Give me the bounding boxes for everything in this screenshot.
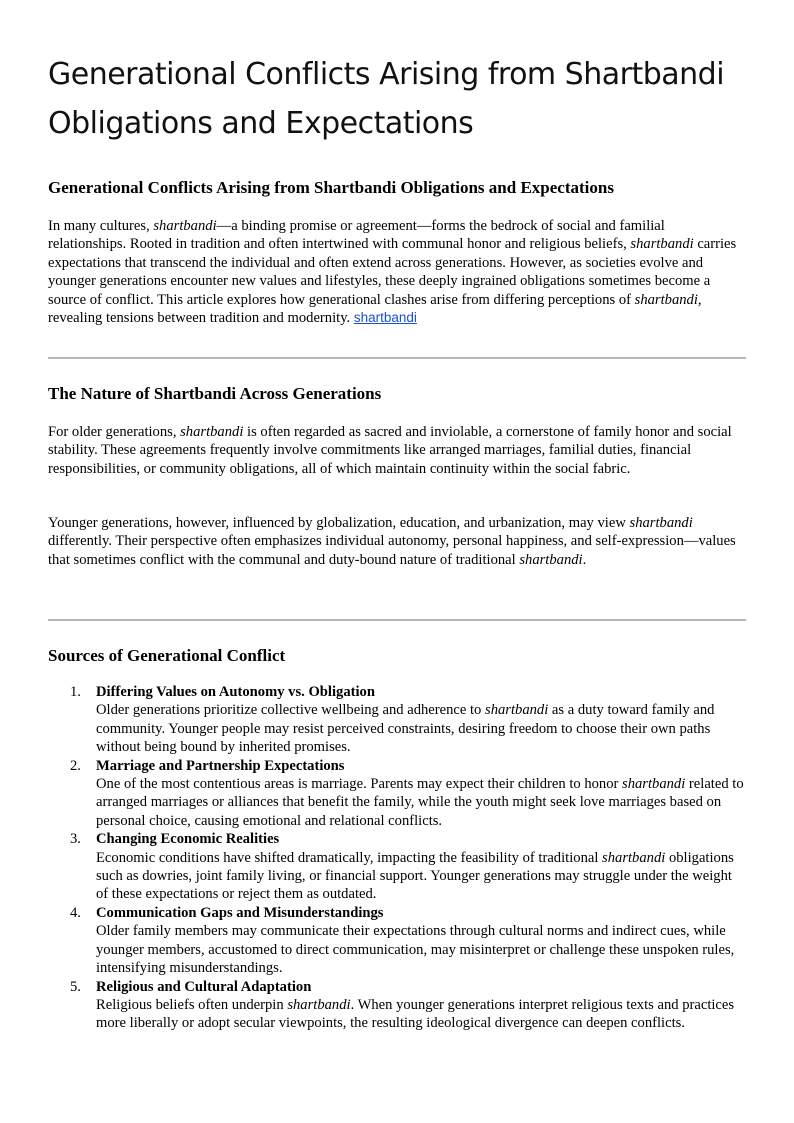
list-item bbox=[48, 683, 746, 757]
nature-p2-text-c: . bbox=[582, 551, 587, 568]
conflict-sources-list bbox=[48, 683, 746, 1033]
list-item-text-b: as a duty toward family and community. Younger people may resist perceived constraints, desiring freedom to choose their own paths without being bound by inherited promises. bbox=[96, 702, 715, 756]
shartbandi-link[interactable]: shartbandi bbox=[353, 310, 417, 326]
list-item-body bbox=[96, 922, 746, 977]
list-item-text-b: . When younger generations interpret religious texts and practices more liberally or adopt secular viewpoints, the resulting ideological divergence can deepen conflicts. bbox=[96, 996, 735, 1032]
list-item-body bbox=[96, 775, 746, 830]
list-item bbox=[48, 830, 746, 904]
section-divider bbox=[48, 619, 746, 621]
list-item-text-a: Religious beliefs often underpin bbox=[96, 996, 288, 1013]
intro-term-2: shartbandi bbox=[630, 236, 694, 253]
list-item-title: Changing Economic Realities bbox=[96, 831, 280, 848]
intro-text-b: —a binding promise or agreement—forms the bedrock of social and familial relationships. Rooted in tradition and often intertwined with communal honor and religious beliefs, bbox=[48, 218, 665, 253]
list-number: 5. bbox=[70, 978, 81, 995]
intro-heading: Generational Conflicts Arising from Shartbandi Obligations and Expectations bbox=[48, 178, 614, 197]
list-item bbox=[48, 757, 746, 831]
list-item-term: shartbandi bbox=[602, 849, 666, 866]
list-item-title: Marriage and Partnership Expectations bbox=[96, 757, 345, 774]
nature-p1-term: shartbandi bbox=[180, 424, 244, 440]
nature-p2-term-1: shartbandi bbox=[629, 515, 693, 531]
intro-text-c: carries expectations that transcend the individual and often extend across generations. However, as societies evolve and younger generations encounter new values and lifestyles, these deeply ingrained obligations sometimes become a source of conflict. This article explores how generational clashes arise from differing perceptions of bbox=[48, 236, 737, 308]
list-number: 3. bbox=[70, 831, 81, 848]
list-item-body bbox=[96, 849, 746, 904]
list-item bbox=[48, 904, 746, 978]
nature-p2-term-2: shartbandi bbox=[519, 551, 583, 568]
list-item-body bbox=[96, 701, 746, 756]
list-item-text-a: Older generations prioritize collective wellbeing and adherence to bbox=[96, 702, 486, 719]
nature-p2-text-b: differently. Their perspective often emphasizes individual autonomy, personal happiness, and self-expression—values that sometimes conflict with the communal and duty-bound nature of traditional bbox=[48, 533, 736, 568]
list-number: 4. bbox=[70, 904, 81, 921]
list-item-title: Communication Gaps and Misunderstandings bbox=[96, 904, 384, 921]
list-item-text-b: related to arranged marriages or alliances that benefit the family, while the youth might seek love marriages based on personal choice, causing emotional and relational conflicts. bbox=[96, 776, 744, 829]
list-item-text-a: Economic conditions have shifted dramatically, impacting the feasibility of traditional bbox=[96, 849, 603, 866]
intro-paragraph bbox=[48, 217, 746, 327]
intro-text-a: In many cultures, bbox=[48, 218, 154, 234]
list-item-title: Religious and Cultural Adaptation bbox=[96, 978, 312, 995]
nature-p1-text-b: is often regarded as sacred and inviolable, a cornerstone of family honor and social stability. These agreements frequently involve commitments like arranged marriages, familial duties, financial responsibilities, or community obligations, all of which maintain continuity within the social fabric. bbox=[48, 424, 732, 477]
list-item-text-b: obligations such as dowries, joint family living, or financial support. Younger generations may struggle under the weight of these expectations or reject them as outdated. bbox=[96, 849, 734, 903]
list-item-text-a: Older family members may communicate their expectations through cultural norms and indirect cues, while younger members, accustomed to direct communication, may misinterpret or challenge these unspoken rules, intensifying misunderstandings. bbox=[96, 923, 735, 977]
nature-p2-text-a: Younger generations, however, influenced by globalization, education, and urbanization, may view bbox=[48, 515, 630, 531]
nature-paragraph-2 bbox=[48, 514, 746, 569]
nature-p1-text-a: For older generations, bbox=[48, 424, 181, 440]
list-number: 1. bbox=[70, 684, 81, 700]
intro-term-1: shartbandi bbox=[153, 218, 217, 234]
list-item-term: shartbandi bbox=[287, 996, 351, 1013]
nature-heading: The Nature of Shartbandi Across Generations bbox=[48, 384, 382, 403]
intro-term-3: shartbandi bbox=[634, 291, 698, 308]
list-item-term: shartbandi bbox=[485, 702, 549, 719]
intro-text-d: , revealing tensions between tradition and modernity. bbox=[48, 291, 702, 327]
document-title: Generational Conflicts Arising from Shartbandi Obligations and Expectations bbox=[48, 57, 725, 141]
list-number: 2. bbox=[70, 757, 81, 774]
list-item-text-a: One of the most contentious areas is marriage. Parents may expect their children to honor bbox=[96, 776, 623, 793]
list-item-body bbox=[96, 996, 746, 1033]
sources-heading: Sources of Generational Conflict bbox=[48, 646, 286, 665]
list-item-term: shartbandi bbox=[622, 776, 686, 793]
list-item bbox=[48, 978, 746, 1033]
list-item-title: Differing Values on Autonomy vs. Obligation bbox=[96, 684, 375, 700]
section-divider bbox=[48, 357, 746, 359]
nature-paragraph-1 bbox=[48, 423, 746, 478]
